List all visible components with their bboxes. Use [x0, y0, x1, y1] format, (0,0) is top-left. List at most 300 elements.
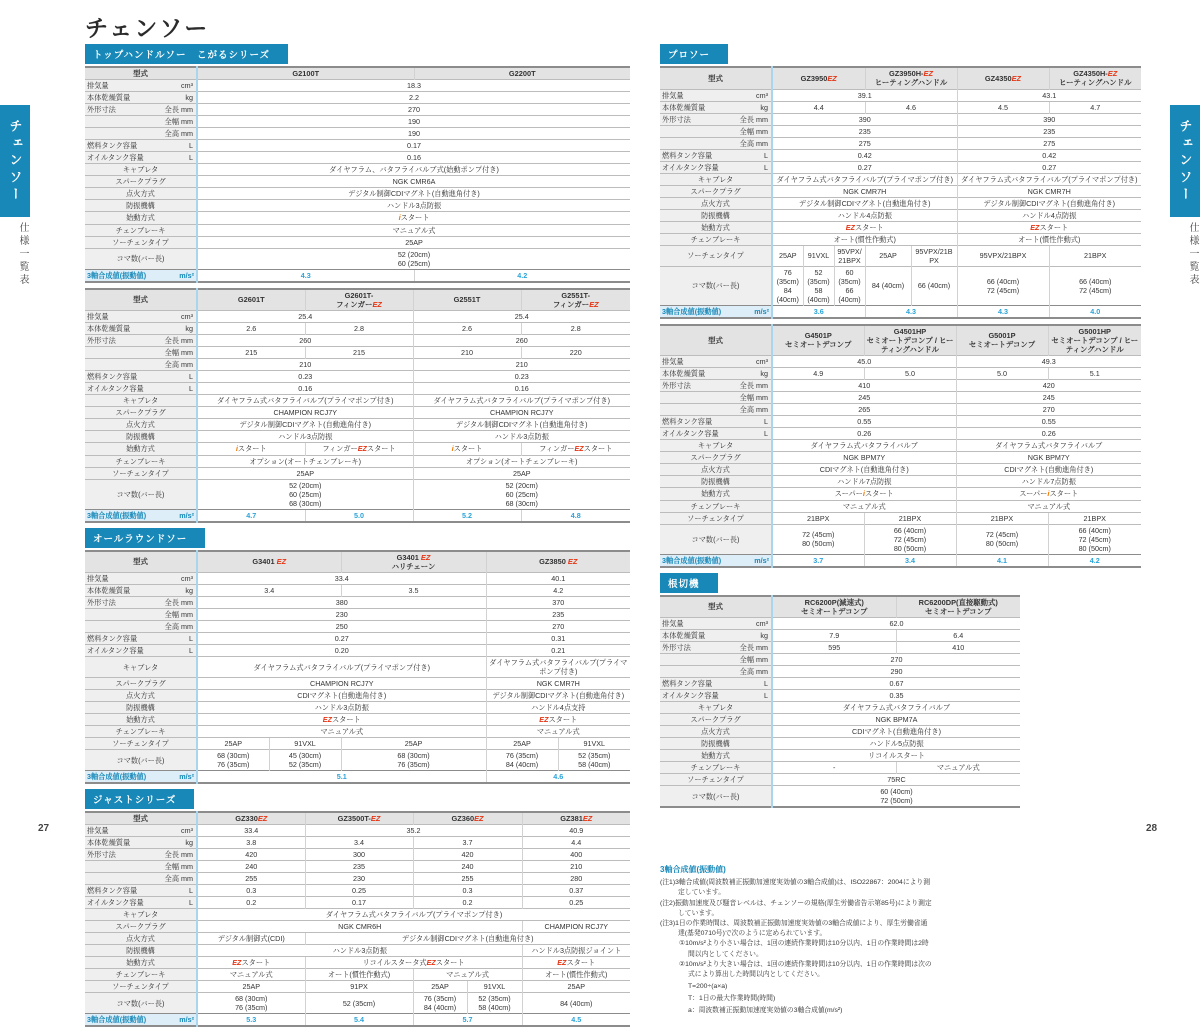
spec-value: 270 — [956, 404, 1141, 416]
spec-row-label: スパークプラグ — [85, 176, 197, 188]
spec-table-pro — [660, 66, 1141, 319]
right-column — [660, 44, 1141, 1017]
spec-row-label: 本体乾燥質量 kg — [660, 101, 772, 113]
ez-logo: EZ — [582, 814, 593, 824]
spec-value: 0.26 — [772, 428, 956, 440]
spec-value: 410 — [896, 642, 1020, 654]
footnote-title: 3軸合成値(振動値) — [660, 865, 726, 875]
ez-logo: EZ — [232, 958, 242, 968]
spec-value: 6.4 — [896, 630, 1020, 642]
spec-row-label: 全高 mm — [660, 404, 772, 416]
spec-value: 275 — [957, 137, 1141, 149]
spec-row-label: 始動方式 — [85, 443, 197, 455]
spec-row-label: オイルタンク容量 L — [660, 161, 772, 173]
model-name: GZ3500T-EZ — [305, 812, 413, 825]
ez-logo: EZ — [574, 444, 584, 454]
spec-value: 60 (40cm) 72 (50cm) — [772, 786, 1020, 808]
model-name: GZ360EZ — [413, 812, 522, 825]
left-sidebar-sublabel: 仕様一覧表 — [17, 222, 28, 287]
model-name: GZ3950EZ — [772, 67, 865, 89]
footnote-lines — [660, 878, 932, 1016]
spec-value: 62.0 — [772, 618, 1020, 630]
spec-value: 25AP — [413, 467, 630, 479]
spec-value: 25AP — [197, 236, 630, 248]
i-start-icon: i — [862, 489, 865, 499]
spec-row-label: コマ数(バー長) — [85, 248, 197, 269]
spec-value: iスタート — [197, 443, 305, 455]
spec-row-label: チェンブレーキ — [85, 726, 197, 738]
model-name: G2601T — [197, 289, 305, 311]
spec-value: オプション(オートチェンブレーキ) — [413, 455, 630, 467]
spec-value: 2.6 — [413, 323, 521, 335]
spec-row-label: 点火方式 — [85, 690, 197, 702]
spec-row-label: オイルタンク容量 L — [85, 897, 197, 909]
spec-value: 0.16 — [197, 152, 630, 164]
spec-row-label: オイルタンク容量 L — [660, 690, 772, 702]
ez-logo: EZ — [1030, 222, 1040, 232]
spec-value: 210 — [197, 359, 413, 371]
spec-row-label: 燃料タンク容量 L — [85, 371, 197, 383]
vibration-value: 5.0 — [305, 509, 413, 522]
ez-logo: EZ — [257, 814, 268, 824]
spec-value: 75RC — [772, 774, 1020, 786]
ez-logo: EZ — [370, 814, 381, 824]
spec-value: 4.4 — [522, 837, 630, 849]
spec-row-label: 型式 — [660, 67, 772, 89]
spec-value: 275 — [772, 137, 957, 149]
vibration-value: 4.2 — [1048, 554, 1141, 567]
spec-row-label: 燃料タンク容量 L — [660, 678, 772, 690]
spec-value: 0.27 — [957, 161, 1141, 173]
spec-value: CHAMPION RCJ7Y — [522, 921, 630, 933]
model-name: G4501P セミオートデコンプ — [772, 325, 864, 356]
spec-row-label: 本体乾燥質量 kg — [660, 368, 772, 380]
spec-row-label: 外形寸法 全長 mm — [85, 849, 197, 861]
spec-row-label: 点火方式 — [85, 419, 197, 431]
spec-row-label: 排気量 cm³ — [85, 311, 197, 323]
spec-value: 0.25 — [522, 897, 630, 909]
spec-value: 260 — [413, 335, 630, 347]
spec-row-label: 全幅 mm — [660, 654, 772, 666]
spec-value: 0.27 — [197, 633, 486, 645]
ez-logo: EZ — [276, 557, 287, 567]
spec-row-label: 排気量 cm³ — [85, 573, 197, 585]
spec-value: ハンドル3点防振 — [197, 702, 486, 714]
spec-row-label: コマ数(バー長) — [85, 750, 197, 771]
spec-value: 400 — [522, 849, 630, 861]
spec-value: 52 (20cm) 60 (25cm) — [197, 248, 630, 269]
spec-value: 68 (30cm) 76 (35cm) — [197, 750, 269, 771]
spec-value: ダイヤフラム式バタフライバルブ — [772, 440, 956, 452]
model-name: GZ330EZ — [197, 812, 305, 825]
spec-row-label: 本体乾燥質量 kg — [85, 837, 197, 849]
table-root-cutter — [660, 573, 1141, 809]
vibration-value: 5.2 — [413, 509, 521, 522]
spec-value: 91PX — [305, 981, 413, 993]
spec-value: ダイヤフラム式バタフライバルブ(プライマポンプ付き) — [197, 657, 486, 678]
spec-value: 235 — [305, 861, 413, 873]
vibration-value: 3.6 — [772, 305, 865, 318]
ez-logo: EZ — [845, 222, 855, 232]
spec-value: CHAMPION RCJ7Y — [197, 407, 413, 419]
spec-value: 4.9 — [772, 368, 864, 380]
spec-value: ダイヤフラム式バタフライバルブ — [956, 440, 1141, 452]
spec-value: 2.8 — [305, 323, 413, 335]
spec-value: 0.67 — [772, 678, 1020, 690]
spec-value: 0.2 — [413, 897, 522, 909]
spec-row-label: ソーチェンタイプ — [85, 467, 197, 479]
spec-value: フィンガーEZスタート — [305, 443, 413, 455]
spec-value: 0.3 — [197, 885, 305, 897]
spec-table-allround — [85, 550, 630, 785]
spec-value: 52 (35cm) 58 (40cm) — [467, 993, 522, 1014]
spec-value: 52 (35cm) 58 (40cm) — [558, 750, 630, 771]
ez-logo: EZ — [539, 715, 549, 725]
spec-value: NGK CMR7H — [772, 185, 957, 197]
spec-row-label: 点火方式 — [85, 933, 197, 945]
ez-logo: EZ — [426, 958, 436, 968]
vibration-label: 3軸合成値(振動値) m/s² — [85, 771, 197, 784]
spec-value: 91VXL — [803, 245, 834, 266]
vibration-value: 4.0 — [1049, 305, 1141, 318]
spec-value: 3.7 — [413, 837, 522, 849]
vibration-label: 3軸合成値(振動値) m/s² — [85, 509, 197, 522]
footnote-line: (注2)振動加速度及び騒音レベルは、チェンソーの規格(厚生労働省告示第85号)により測定しています。 — [660, 899, 932, 917]
vibration-value: 4.6 — [486, 771, 630, 784]
spec-value: 240 — [197, 861, 305, 873]
i-start-icon: i — [398, 213, 401, 223]
spec-value: デジタル制御CDIマグネト(自動進角付き) — [305, 933, 630, 945]
spec-table-nekiri — [660, 595, 1020, 809]
spec-row-label: 燃料タンク容量 L — [660, 416, 772, 428]
spec-row-label: コマ数(バー長) — [660, 786, 772, 808]
spec-value: 52 (35cm) — [305, 993, 413, 1014]
page-number-right: 28 — [1146, 823, 1158, 834]
spec-value: 280 — [522, 873, 630, 885]
spec-value: 0.31 — [486, 633, 630, 645]
spec-row-label: 点火方式 — [660, 726, 772, 738]
spec-row-label: 防振機構 — [660, 738, 772, 750]
model-name: G2100T — [197, 67, 414, 80]
spec-value: 21BPX — [1048, 512, 1141, 524]
spec-value: 0.20 — [197, 645, 486, 657]
spec-value: 7.9 — [772, 630, 896, 642]
spec-value: ハンドル3点防振ジョイント — [522, 945, 630, 957]
spec-row-label: オイルタンク容量 L — [85, 645, 197, 657]
section-tab-just: ジャストシリーズ — [85, 789, 194, 809]
spec-value: 0.23 — [413, 371, 630, 383]
spec-value: 4.5 — [957, 101, 1049, 113]
section-tab-allround: オールラウンドソー — [85, 528, 205, 548]
spec-value: 52 (20cm) 60 (25cm) 68 (30cm) — [197, 479, 413, 509]
spec-row-label: 点火方式 — [660, 464, 772, 476]
spec-row-label: スパークプラグ — [85, 407, 197, 419]
spec-value: 95VPX/21BPX — [834, 245, 865, 266]
spec-value: 595 — [772, 642, 896, 654]
spec-value: 4.4 — [772, 101, 865, 113]
spec-value: ハンドル7点防振 — [956, 476, 1141, 488]
spec-value: ハンドル4点支持 — [486, 702, 630, 714]
spec-value: 21BPX — [956, 512, 1048, 524]
spec-value: 25AP — [772, 245, 803, 266]
spec-value: 250 — [197, 621, 486, 633]
spec-value: 215 — [197, 347, 305, 359]
spec-value: 0.23 — [197, 371, 413, 383]
spec-value: マニュアル式 — [197, 969, 305, 981]
model-name: G5001P セミオートデコンプ — [956, 325, 1048, 356]
spec-value: ハンドル3点防振 — [197, 200, 630, 212]
spec-value: 235 — [486, 609, 630, 621]
spec-row-label: 外形寸法 全長 mm — [660, 113, 772, 125]
spec-value: 66 (40cm) 72 (45cm) — [1049, 266, 1141, 305]
spec-value: オプション(オートチェンブレーキ) — [197, 455, 413, 467]
spec-row-label: キャブレタ — [660, 173, 772, 185]
spec-value: 43.1 — [957, 89, 1141, 101]
spec-table-kogaru — [85, 66, 630, 283]
spec-value: 5.0 — [956, 368, 1048, 380]
spec-value: ダイヤフラム式バタフライバルブ(プライマポンプ付き) — [957, 173, 1141, 185]
spec-value: ダイヤフラム式バタフライバルブ(プライマポンプ付き) — [197, 395, 413, 407]
spec-value: 84 (40cm) — [865, 266, 911, 305]
model-name: G2200T — [414, 67, 630, 80]
spec-value: デジタル制御CDIマグネト(自動進角付き) — [197, 188, 630, 200]
spec-row-label: 排気量 cm³ — [85, 825, 197, 837]
vibration-value: 5.7 — [413, 1014, 522, 1027]
model-name: GZ3850 EZ — [486, 551, 630, 573]
spec-row-label: 型式 — [85, 67, 197, 80]
footnote-line: T：1日の最大作業時間(時間) — [688, 995, 776, 1003]
model-name: G3401 EZ ハリチェーン — [341, 551, 486, 573]
ez-logo: EZ — [322, 715, 332, 725]
spec-value: 39.1 — [772, 89, 957, 101]
vibration-value: 5.4 — [305, 1014, 413, 1027]
spec-row-label: 防振機構 — [85, 431, 197, 443]
spec-value: リコイルスタータ式EZスタート — [305, 957, 522, 969]
spec-row-label: 本体乾燥質量 kg — [85, 585, 197, 597]
spec-value: オート(慣性作動式) — [772, 233, 957, 245]
spec-value: ダイヤフラム、バタフライバルブ式(始動ポンプ付き) — [197, 164, 630, 176]
vibration-value: 4.8 — [521, 509, 630, 522]
spec-value: 25.4 — [197, 311, 413, 323]
spec-value: EZスタート — [486, 714, 630, 726]
spec-value: NGK BPM7Y — [772, 452, 956, 464]
spec-value: 2.2 — [197, 92, 630, 104]
spec-value: NGK BPM7A — [772, 714, 1020, 726]
spec-row-label: チェンブレーキ — [660, 233, 772, 245]
left-sidebar-band: チェンソー — [0, 105, 30, 217]
page-number-left: 27 — [38, 823, 50, 834]
spec-value: 420 — [956, 380, 1141, 392]
footnote-line: a：周波数補正振動加速度実効値の3軸合成値(m/s²) — [688, 1007, 843, 1015]
spec-value: 68 (30cm) 76 (35cm) — [341, 750, 486, 771]
spec-value: ダイヤフラム式バタフライバルブ(プライマポンプ付き) — [486, 657, 630, 678]
spec-value: リコイルスタート — [772, 750, 1020, 762]
spec-value: 3.4 — [305, 837, 413, 849]
spec-row-label: チェンブレーキ — [85, 224, 197, 236]
spec-value: フィンガーEZスタート — [521, 443, 630, 455]
spec-value: 0.2 — [197, 897, 305, 909]
vibration-value: 5.3 — [197, 1014, 305, 1027]
model-name: G5001HP セミオートデコンプ / ヒーティングハンドル — [1048, 325, 1141, 356]
spec-value: 0.55 — [956, 416, 1141, 428]
spec-value: マニュアル式 — [772, 500, 956, 512]
spec-row-label: 全幅 mm — [85, 116, 197, 128]
spec-value: 33.4 — [197, 825, 305, 837]
table-pro-saw — [660, 44, 1141, 319]
page-title: チェンソー — [85, 15, 210, 41]
spec-row-label: キャブレタ — [85, 164, 197, 176]
spec-row-label: スパークプラグ — [660, 714, 772, 726]
spec-value: 4.2 — [486, 585, 630, 597]
spec-value: 21BPX — [772, 512, 864, 524]
spec-value: デジタル制御CDIマグネト(自動進角付き) — [772, 197, 957, 209]
spec-value: 245 — [772, 392, 956, 404]
spec-value: CDIマグネト(自動進角付き) — [772, 464, 956, 476]
spec-value: 270 — [772, 654, 1020, 666]
spec-value: ハンドル5点防振 — [772, 738, 1020, 750]
spec-value: 270 — [197, 104, 630, 116]
spec-value: ダイヤフラム式バタフライバルブ(プライマポンプ付き) — [772, 173, 957, 185]
spec-value: 25AP — [197, 467, 413, 479]
spec-row-label: 防振機構 — [85, 945, 197, 957]
spec-row-label: 外形寸法 全長 mm — [85, 597, 197, 609]
spec-row-label: 燃料タンク容量 L — [85, 885, 197, 897]
ez-logo: EZ — [357, 444, 367, 454]
spec-row-label: 全高 mm — [85, 621, 197, 633]
spec-value: 76 (35cm) 84 (40cm) — [772, 266, 803, 305]
spec-row-label: コマ数(バー長) — [85, 993, 197, 1014]
spec-value: iスタート — [197, 212, 630, 224]
spec-value: デジタル制御CDIマグネト(自動進角付き) — [413, 419, 630, 431]
spec-value: ハンドル7点防振 — [772, 476, 956, 488]
table-just-series — [85, 789, 630, 1027]
spec-value: 76 (35cm) 84 (40cm) — [413, 993, 467, 1014]
spec-row-label: 外形寸法 全長 mm — [85, 104, 197, 116]
spec-row-label: 本体乾燥質量 kg — [660, 630, 772, 642]
spec-row-label: 全高 mm — [85, 873, 197, 885]
spec-row-label: 全幅 mm — [660, 392, 772, 404]
spec-row-label: 全幅 mm — [660, 125, 772, 137]
spec-value: 18.3 — [197, 80, 630, 92]
spec-value: 210 — [413, 347, 521, 359]
spec-value: 0.42 — [772, 149, 957, 161]
spec-value: EZスタート — [522, 957, 630, 969]
vibration-value: 4.3 — [865, 305, 957, 318]
spec-row-label: チェンブレーキ — [85, 969, 197, 981]
ez-logo: EZ — [1107, 69, 1118, 78]
spec-value: 2.8 — [521, 323, 630, 335]
spec-table-just — [85, 811, 630, 1027]
spec-row-label: 燃料タンク容量 L — [85, 633, 197, 645]
spec-value: 210 — [413, 359, 630, 371]
spec-value: EZスタート — [197, 957, 305, 969]
spec-value: ダイヤフラム式バタフライバルブ(プライマポンプ付き) — [197, 909, 630, 921]
section-tab-pro: プロソー — [660, 44, 728, 64]
spec-value: CHAMPION RCJ7Y — [197, 678, 486, 690]
spec-row-label: 防振機構 — [660, 209, 772, 221]
spec-value: 52 (35cm) 58 (40cm) — [803, 266, 834, 305]
spec-row-label: 排気量 cm³ — [660, 356, 772, 368]
spec-row-label: キャブレタ — [660, 440, 772, 452]
table-allround-saw — [85, 528, 630, 785]
spec-value: NGK CMR6A — [197, 176, 630, 188]
spec-row-label: チェンブレーキ — [85, 455, 197, 467]
spec-value: 35.2 — [305, 825, 522, 837]
spec-value: 265 — [772, 404, 956, 416]
spec-value: 255 — [197, 873, 305, 885]
spec-row-label: 点火方式 — [660, 197, 772, 209]
spec-row-label: 全幅 mm — [85, 609, 197, 621]
ez-logo: EZ — [420, 552, 431, 562]
spec-row-label: オイルタンク容量 L — [85, 383, 197, 395]
spec-row-label: スパークプラグ — [660, 185, 772, 197]
ez-logo: EZ — [923, 69, 933, 78]
spec-value: 0.26 — [956, 428, 1141, 440]
spec-value: 235 — [957, 125, 1141, 137]
spec-value: 255 — [413, 873, 522, 885]
spec-row-label: ソーチェンタイプ — [85, 981, 197, 993]
spec-value: 4.6 — [865, 101, 957, 113]
spec-value: デジタル制御CDIマグネト(自動進角付き) — [486, 690, 630, 702]
vibration-value: 5.1 — [197, 771, 486, 784]
spec-row-label: 始動方式 — [85, 957, 197, 969]
spec-row-label: 型式 — [660, 596, 772, 618]
spec-value: 95VPX/21BPX — [911, 245, 957, 266]
spec-value: CDIマグネト(自動進角付き) — [772, 726, 1020, 738]
spec-value: 25AP — [486, 738, 558, 750]
spec-value: 45 (30cm) 52 (35cm) — [269, 750, 341, 771]
left-column — [85, 44, 630, 1032]
ez-logo: EZ — [1011, 73, 1022, 83]
model-name: RC6200P(減速式) セミオートデコンプ — [772, 596, 896, 618]
spec-row-label: 始動方式 — [660, 488, 772, 500]
spec-value: 0.25 — [305, 885, 413, 897]
vibration-value: 4.1 — [956, 554, 1048, 567]
model-name: G3401 EZ — [197, 551, 341, 573]
ez-logo: EZ — [557, 958, 567, 968]
spec-value: 370 — [486, 597, 630, 609]
spec-row-label: 防振機構 — [85, 702, 197, 714]
spec-value: マニュアル式 — [956, 500, 1141, 512]
spec-value: 72 (45cm) 80 (50cm) — [772, 524, 864, 554]
spec-row-label: キャブレタ — [85, 395, 197, 407]
spec-row-label: コマ数(バー長) — [85, 479, 197, 509]
spec-row-label: チェンブレーキ — [660, 762, 772, 774]
spec-value: iスタート — [413, 443, 521, 455]
spec-row-label: 排気量 cm³ — [660, 618, 772, 630]
spec-value: 76 (35cm) 84 (40cm) — [486, 750, 558, 771]
spec-value: 220 — [521, 347, 630, 359]
spec-row-label: ソーチェンタイプ — [660, 245, 772, 266]
spec-value: ハンドル3点防振 — [413, 431, 630, 443]
spec-value: 0.17 — [305, 897, 413, 909]
spec-value: 21BPX — [864, 512, 956, 524]
spec-value: オート(慣性作動式) — [305, 969, 413, 981]
spec-value: オート(慣性作動式) — [522, 969, 630, 981]
spec-value: CDIマグネト(自動進角付き) — [956, 464, 1141, 476]
spec-row-label: 始動方式 — [660, 750, 772, 762]
ez-logo: EZ — [827, 73, 837, 83]
vibration-value: 4.3 — [197, 269, 414, 282]
right-sidebar-band: チェンソー — [1170, 105, 1200, 217]
spec-row-label: 防振機構 — [660, 476, 772, 488]
spec-value: 245 — [956, 392, 1141, 404]
spec-row-label: 型式 — [85, 551, 197, 573]
spec-row-label: 型式 — [85, 289, 197, 311]
spec-value: 390 — [772, 113, 957, 125]
footnote-line: ①10m/s²より小さい場合は、1回の連続作業時間は10分以内、1日の作業時間は2時間以内としてください。 — [679, 940, 929, 958]
spec-value: 52 (20cm) 60 (25cm) 68 (30cm) — [413, 479, 630, 509]
